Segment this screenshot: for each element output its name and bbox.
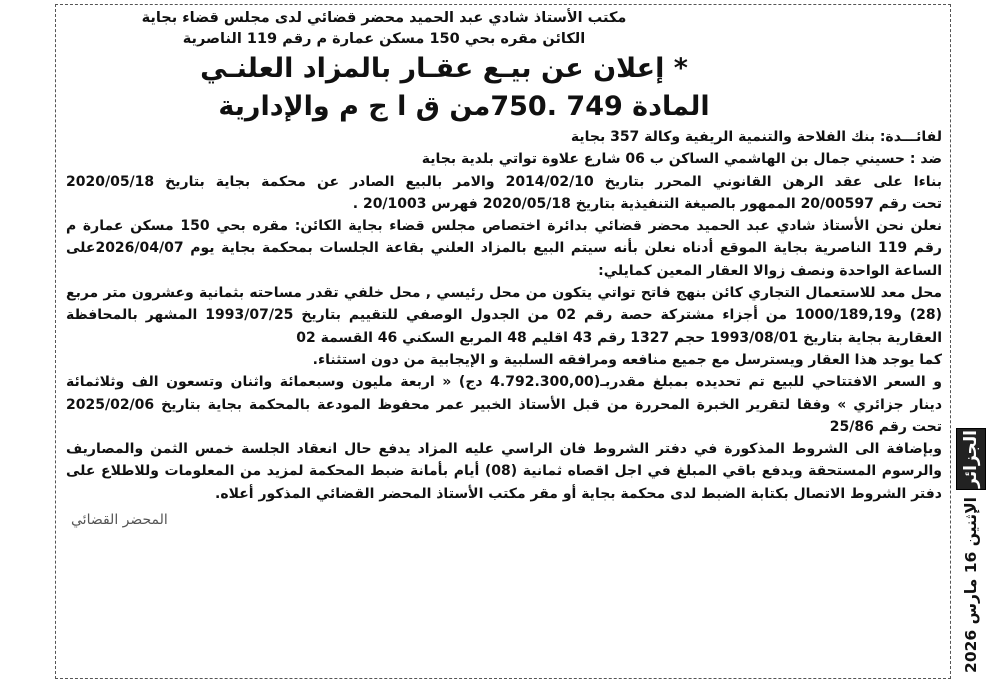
body-line: رقم 119 الناصرية بجاية الموقع أدناه نعلن بأنه سيتم البيع بالمزاد العلني بقاعة الجلسات بمحكمة بجاية يوم 2026/04/07على — [66, 240, 942, 257]
newspaper-margin — [955, 428, 987, 680]
office-name: مكتب الأستاذ شادي عبد الحميد محضر قضائي لدى مجلس قضاء بجاية — [141, 10, 627, 26]
body-line: (28) و1000/189,19 من أجزاء مشتركة حصة رقم 02 من الجدول الوصفي للتقييم بتاريخ 1993/07/25 المشهر بالمحافظة — [66, 307, 942, 324]
newspaper-logo — [956, 428, 986, 490]
body-line: بناءا على عقد الرهن القانوني المحرر بتاريخ 2014/02/10 والامر بالبيع الصادر عن محكمة بجاية بتاريخ 2020/05/18 — [66, 173, 942, 190]
body-line: نعلن نحن الأستاذ شادي عبد الحميد محضر قضائي بدائرة اختصاص مجلس قضاء بجاية الكائن: مقره بحي 150 مسكن عمارة م — [66, 218, 942, 235]
beneficiary-line: لفائـــدة: بنك الفلاحة والتنمية الريفية وكالة 357 بجاية — [570, 129, 942, 145]
publication-date-text: الإثنين 16 مارس 2026 — [962, 497, 980, 673]
body-line: دينار جزائري » وفقا لتقرير الخبرة المحررة من قبل الأستاذ الخبير عمر محفوظ المودعة بالمحكمة بجاية بتاريخ 2025/02/06 — [66, 396, 942, 413]
body-line: والرسوم المستحقة ويدفع باقي المبلغ في اجل اقصاه ثمانية (08) أيام بأمانة ضبط المحكمة لمزيد من المعلومات وللاطلاع على — [66, 463, 942, 480]
body-line: محل معد للاستعمال التجاري كائن بنهج فاتح تواتي يتكون من محل رئيسي , محل خلفي تقدر مساحته بثمانية وعشرون متر مربع — [66, 285, 942, 302]
auction-notice — [55, 4, 951, 679]
body-line: و السعر الافتتاحي للبيع تم تحديده بمبلغ مقدربـ(4.792.300,00 دج) « اربعة مليون وسبعمائة واثنان وتسعون الف وثلاثمائة — [66, 374, 942, 391]
publication-date — [962, 490, 980, 680]
newspaper-name: الجزائر — [961, 430, 981, 488]
signature: المحضر القضائي — [71, 512, 168, 529]
body-line: تحت رقم 20/00597 الممهور بالصيغة التنفيذية بتاريخ 2020/05/18 فهرس 20/1003 . — [352, 195, 942, 212]
body-line: العقارية بجاية بتاريخ 1993/08/01 حجم 1327 رقم 43 اقليم 48 المربع السكني 46 القسمة 02 — [296, 329, 942, 346]
body-line: وبإضافة الى الشروط المذكورة في دفتر الشروط فان الراسي عليه المزاد يدفع حال انعقاد الجلسة خمس الثمن والمصاريف — [66, 441, 942, 458]
office-address: الكائن مقره بحي 150 مسكن عمارة م رقم 119 الناصرية — [182, 31, 586, 47]
notice-article: المادة 749 .750من ق ا ج م والإدارية — [218, 91, 710, 122]
body-line: الساعة الواحدة ونصف زوالا العقار المعين كمايلي: — [598, 262, 942, 279]
body-line: دفتر الشروط الاتصال بكتابة الضبط لدى محكمة بجاية أو مقر مكتب الأستاذ المحضر القضائي المذكور أعلاه. — [215, 485, 942, 502]
body-line: تحت رقم 25/86 — [829, 418, 942, 435]
debtor-line: ضد : حسيني جمال بن الهاشمي الساكن ب 06 شارع علاوة تواتي بلدية بجاية — [421, 151, 942, 168]
body-line: كما يوجد هذا العقار ويسترسل مع جميع منافعه ومرافقه السلبية و الإيجابية من دون استثناء. — [312, 351, 942, 368]
notice-title: * إعلان عن بيـع عقـار بالمزاد العلنـي — [200, 53, 688, 84]
